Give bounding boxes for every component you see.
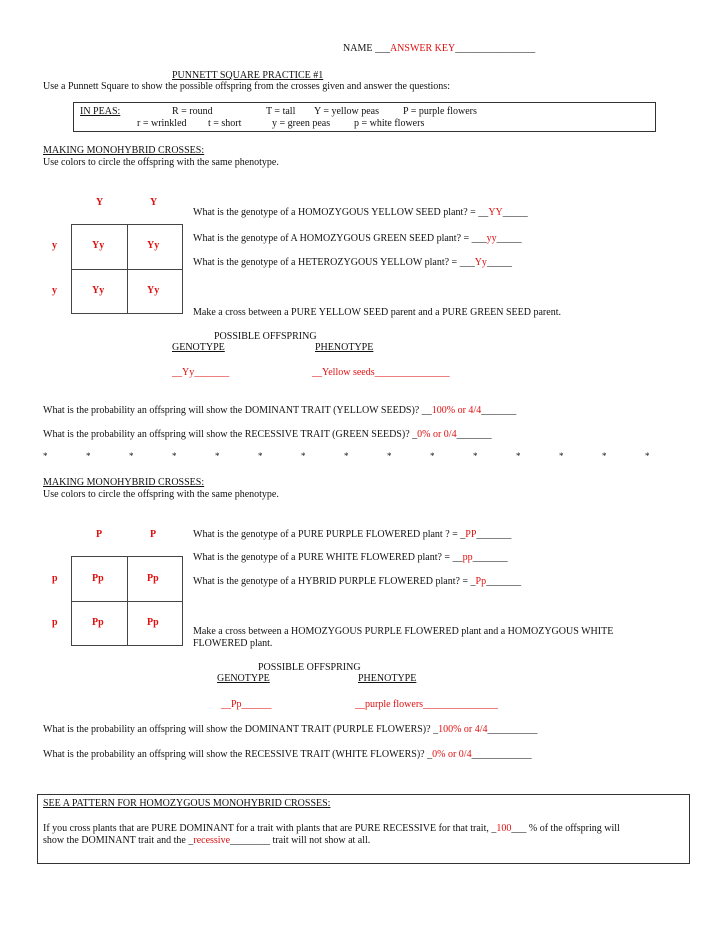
punnett2-cell: Pp — [92, 573, 104, 584]
s2-phenotype-answer: __purple flowers_______________ — [355, 699, 499, 710]
name-blank: ________________ — [455, 43, 536, 54]
answer: 0% or 0/4 — [432, 749, 472, 760]
punnett2-top-allele: P — [96, 529, 103, 540]
punnett2-cell: Pp — [147, 573, 159, 584]
section1-subheading: Use colors to circle the offspring with the same phenotype. — [43, 157, 279, 168]
name-value: ANSWER KEY — [389, 43, 456, 54]
punnett1-top-allele: Y — [96, 197, 104, 208]
answer: 100% or 4/4 — [431, 405, 482, 416]
pattern-line2: show the DOMINANT trait and the _recessive________ trait will not show at all. — [43, 835, 371, 846]
section1-heading: MAKING MONOHYBRID CROSSES: — [43, 145, 205, 156]
pattern-heading: SEE A PATTERN FOR HOMOZYGOUS MONOHYBRID CROSSES: — [43, 798, 331, 809]
section2-heading: MAKING MONOHYBRID CROSSES: — [43, 477, 205, 488]
punnett1-top-allele: Y — [150, 197, 158, 208]
s1-question-homozygous-green: What is the genotype of A HOMOZYGOUS GREEN SEED plant? = ___yy_____ — [193, 233, 522, 244]
s1-question-heterozygous-yellow: What is the genotype of a HETEROZYGOUS YELLOW plant? = ___Yy_____ — [193, 257, 512, 268]
answer: 0% or 0/4 — [417, 429, 457, 440]
s1-phenotype-label: PHENOTYPE — [315, 342, 374, 353]
s1-prob-recessive: What is the probability an offspring will show the RECESSIVE TRAIT (GREEN SEEDS)? _0% or 0/4_______ — [43, 429, 492, 440]
key-round: R = round — [172, 106, 213, 117]
s2-cross-instruction-line1: Make a cross between a HOMOZYGOUS PURPLE FLOWERED plant and a HOMOZYGOUS WHITE — [193, 626, 614, 637]
punnett2-cell: Pp — [92, 617, 104, 628]
punnett1-cell: Yy — [92, 285, 105, 296]
punnett2-left-allele: p — [52, 617, 58, 628]
s1-prob-dominant: What is the probability an offspring will show the DOMINANT TRAIT (YELLOW SEEDS)? __100% or 4/4_______ — [43, 405, 517, 416]
s2-prob-dominant: What is the probability an offspring will show the DOMINANT TRAIT (PURPLE FLOWERS)? _100% or 4/4__________ — [43, 724, 538, 735]
key-white: p = white flowers — [354, 118, 425, 129]
key-yellow: Y = yellow peas — [314, 106, 379, 117]
s2-phenotype-label: PHENOTYPE — [358, 673, 417, 684]
key-purple: P = purple flowers — [403, 106, 477, 117]
punnett2-top-allele: P — [150, 529, 157, 540]
punnett2-left-allele: p — [52, 573, 58, 584]
punnett1-grid — [71, 224, 183, 314]
s2-prob-recessive: What is the probability an offspring will show the RECESSIVE TRAIT (WHITE FLOWERS)? _0% or 0/4____________ — [43, 749, 532, 760]
answer: recessive — [193, 835, 231, 846]
key-wrinkled: r = wrinkled — [137, 118, 187, 129]
s2-question-pure-white: What is the genotype of a PURE WHITE FLOWERED plant? = __pp_______ — [193, 552, 508, 563]
pattern-line1: If you cross plants that are PURE DOMINANT for a trait with plants that are PURE RECESSIVE for that trait, _100___ % of the offspring will — [43, 823, 620, 834]
answer: 100% or 4/4 — [438, 724, 488, 735]
page-title: PUNNETT SQUARE PRACTICE #1 — [172, 70, 324, 81]
s1-question-homozygous-yellow: What is the genotype of a HOMOZYGOUS YELLOW SEED plant? = __YY_____ — [193, 207, 528, 218]
punnett2-grid — [71, 556, 183, 646]
s1-cross-instruction: Make a cross between a PURE YELLOW SEED parent and a PURE GREEN SEED parent. — [193, 307, 561, 318]
answer: 100 — [496, 823, 512, 834]
s2-cross-instruction-line2: FLOWERED plant. — [193, 638, 273, 649]
punnett1-left-allele: y — [52, 285, 57, 296]
punnett1-cell: Yy — [147, 285, 160, 296]
s2-genotype-answer: __Pp______ — [221, 699, 272, 710]
key-tall: T = tall — [266, 106, 296, 117]
punnett1-left-allele: y — [52, 240, 57, 251]
s2-question-pure-purple: What is the genotype of a PURE PURPLE FLOWERED plant ? = _PP_______ — [193, 529, 512, 540]
name-label: NAME ___ — [343, 43, 390, 54]
answer: PP — [465, 529, 477, 540]
answer: YY — [488, 207, 503, 218]
key-green: y = green peas — [272, 118, 331, 129]
s2-question-hybrid-purple: What is the genotype of a HYBRID PURPLE FLOWERED plant? = _Pp_______ — [193, 576, 522, 587]
s1-genotype-answer: __Yy_______ — [172, 367, 230, 378]
s1-offspring-label: POSSIBLE OFFSPRING — [214, 331, 317, 342]
key-short: t = short — [208, 118, 242, 129]
answer: yy — [486, 233, 497, 244]
answer: Pp — [475, 576, 487, 587]
answer: Yy — [474, 257, 487, 268]
instructions: Use a Punnett Square to show the possible offspring from the crosses given and answer the questions: — [43, 81, 450, 92]
section2-subheading: Use colors to circle the offspring with the same phenotype. — [43, 489, 279, 500]
s1-genotype-label: GENOTYPE — [172, 342, 225, 353]
s2-genotype-label: GENOTYPE — [217, 673, 270, 684]
punnett2-cell: Pp — [147, 617, 159, 628]
s1-phenotype-answer: __Yellow seeds_______________ — [312, 367, 450, 378]
key-label: IN PEAS: — [80, 106, 121, 117]
answer: pp — [462, 552, 473, 563]
name-line — [343, 43, 535, 54]
punnett1-cell: Yy — [92, 240, 105, 251]
punnett1-cell: Yy — [147, 240, 160, 251]
s2-offspring-label: POSSIBLE OFFSPRING — [258, 662, 361, 673]
